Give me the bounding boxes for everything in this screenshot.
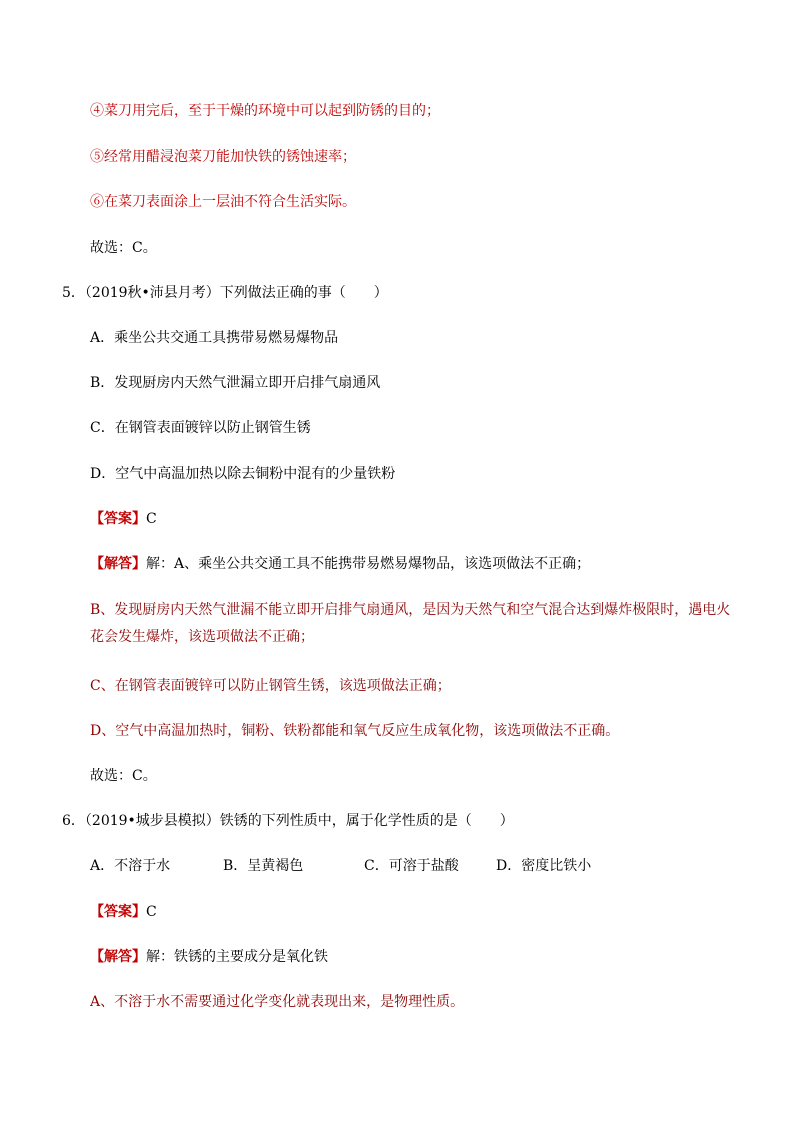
q5-option-a: A．乘坐公共交通工具携带易燃易爆物品: [90, 330, 339, 346]
q6-option-c: C．可溶于盐酸: [364, 858, 459, 874]
q6-option-a: A．不溶于水: [90, 858, 171, 874]
q5-analysis-b: B、发现厨房内天然气泄漏不能立即开启排气扇通风，是因为天然气和空气混合达到爆炸极限时，遇电火: [90, 602, 731, 618]
q5-option-d: D．空气中高温加热以除去铜粉中混有的少量铁粉: [90, 466, 396, 482]
q5-analysis-tag: 【解答】: [90, 556, 146, 572]
q5-answer: [90, 509, 157, 529]
prev-answer-item-6: ⑥在菜刀表面涂上一层油不符合生活实际。: [90, 194, 356, 210]
q6-answer-value: C: [146, 904, 157, 920]
q6-option-d: D．密度比铁小: [496, 858, 592, 874]
q6-stem: 6．（2019•城步县模拟）铁锈的下列性质中，属于化学性质的是（ ）: [62, 813, 514, 829]
q5-option-c: C．在钢管表面镀锌以防止钢管生锈: [90, 420, 311, 436]
q5-analysis-line-1: [90, 554, 590, 574]
q6-answer: [90, 902, 157, 922]
q5-option-b: B．发现厨房内天然气泄漏立即开启排气扇通风: [90, 375, 381, 391]
q6-analysis-tag: 【解答】: [90, 949, 146, 965]
q5-analysis-a: A、乘坐公共交通工具不能携带易燃易爆物品，该选项做法不正确；: [174, 556, 591, 572]
q6-analysis-line-1: [90, 947, 328, 967]
prev-answer-item-5: ⑤经常用醋浸泡菜刀能加快铁的锈蚀速率；: [90, 149, 356, 165]
q6-options: [90, 856, 690, 876]
q5-answer-value: C: [146, 511, 157, 527]
q5-answer-tag: 【答案】: [90, 511, 146, 527]
q5-analysis-lead: 解：: [146, 556, 174, 572]
q5-analysis-b-cont: 花会发生爆炸，该选项做法不正确；: [90, 629, 314, 645]
q5-analysis-c: C、在钢管表面镀锌可以防止钢管生锈，该选项做法正确；: [90, 678, 451, 694]
prev-answer-conclusion: 故选：C。: [90, 240, 157, 256]
q5-conclusion: 故选：C。: [90, 768, 157, 784]
q6-analysis-a: A、不溶于水不需要通过化学变化就表现出来，是物理性质。: [90, 994, 465, 1010]
prev-answer-item-4: ④菜刀用完后，至于干燥的环境中可以起到防锈的目的；: [90, 103, 440, 119]
q6-option-b: B．呈黄褐色: [223, 858, 304, 874]
q6-analysis-lead: 解：铁锈的主要成分是氧化铁: [146, 949, 328, 965]
q6-answer-tag: 【答案】: [90, 904, 146, 920]
q5-stem: 5．（2019秋•沛县月考）下列做法正确的事（ ）: [62, 285, 388, 301]
q5-analysis-d: D、空气中高温加热时，铜粉、铁粉都能和氧气反应生成氧化物，该选项做法不正确。: [90, 723, 620, 739]
